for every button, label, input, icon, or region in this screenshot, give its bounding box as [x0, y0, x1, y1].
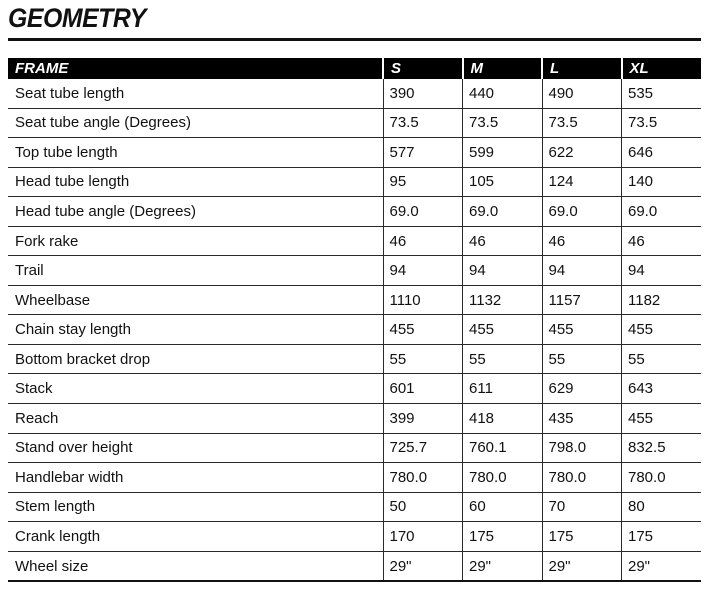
table-cell: 601: [383, 374, 463, 404]
column-header-frame: FRAME: [8, 58, 383, 79]
table-row: [8, 433, 701, 463]
row-label: Seat tube angle (Degrees): [8, 108, 383, 138]
column-header-size: M: [463, 58, 543, 79]
row-label: Bottom bracket drop: [8, 344, 383, 374]
table-cell: 140: [622, 167, 702, 197]
table-cell: 622: [542, 138, 622, 168]
table-row: [8, 404, 701, 434]
table-cell: 55: [463, 344, 543, 374]
table-cell: 50: [383, 492, 463, 522]
table-row: [8, 551, 701, 581]
table-cell: 780.0: [542, 463, 622, 493]
table-cell: 80: [622, 492, 702, 522]
table-cell: 70: [542, 492, 622, 522]
row-label: Fork rake: [8, 226, 383, 256]
table-cell: 780.0: [622, 463, 702, 493]
table-cell: 55: [622, 344, 702, 374]
table-cell: 29": [622, 551, 702, 581]
table-cell: 46: [542, 226, 622, 256]
table-cell: 643: [622, 374, 702, 404]
column-header-size: XL: [622, 58, 702, 79]
table-row: [8, 79, 701, 108]
row-label: Seat tube length: [8, 79, 383, 108]
table-cell: 798.0: [542, 433, 622, 463]
table-row: [8, 522, 701, 552]
column-header-size: S: [383, 58, 463, 79]
table-cell: 760.1: [463, 433, 543, 463]
table-cell: 390: [383, 79, 463, 108]
table-cell: 611: [463, 374, 543, 404]
table-cell: 780.0: [463, 463, 543, 493]
table-cell: 94: [383, 256, 463, 286]
title-divider: [8, 38, 701, 41]
table-cell: 94: [463, 256, 543, 286]
row-label: Wheel size: [8, 551, 383, 581]
table-cell: 60: [463, 492, 543, 522]
table-cell: 69.0: [542, 197, 622, 227]
table-cell: 1110: [383, 285, 463, 315]
table-cell: 69.0: [622, 197, 702, 227]
table-cell: 94: [542, 256, 622, 286]
table-cell: 455: [622, 315, 702, 345]
row-label: Wheelbase: [8, 285, 383, 315]
row-label: Head tube length: [8, 167, 383, 197]
row-label: Stack: [8, 374, 383, 404]
table-cell: 73.5: [542, 108, 622, 138]
table-row: [8, 344, 701, 374]
table-cell: 46: [622, 226, 702, 256]
table-row: [8, 256, 701, 286]
table-cell: 29": [383, 551, 463, 581]
table-cell: 725.7: [383, 433, 463, 463]
table-cell: 1132: [463, 285, 543, 315]
table-row: [8, 226, 701, 256]
table-cell: 170: [383, 522, 463, 552]
table-row: [8, 285, 701, 315]
table-body: [8, 79, 701, 581]
row-label: Handlebar width: [8, 463, 383, 493]
table-cell: 175: [463, 522, 543, 552]
table-cell: 94: [622, 256, 702, 286]
table-cell: 435: [542, 404, 622, 434]
table-cell: 124: [542, 167, 622, 197]
page-title: GEOMETRY: [8, 3, 147, 33]
table-cell: 832.5: [622, 433, 702, 463]
table-cell: 440: [463, 79, 543, 108]
table-cell: 629: [542, 374, 622, 404]
table-cell: 399: [383, 404, 463, 434]
table-cell: 577: [383, 138, 463, 168]
table-cell: 95: [383, 167, 463, 197]
table-row: [8, 108, 701, 138]
table-cell: 55: [383, 344, 463, 374]
table-cell: 599: [463, 138, 543, 168]
table-cell: 455: [622, 404, 702, 434]
table-row: [8, 138, 701, 168]
table-cell: 46: [463, 226, 543, 256]
table-row: [8, 492, 701, 522]
table-cell: 1157: [542, 285, 622, 315]
row-label: Stem length: [8, 492, 383, 522]
table-cell: 646: [622, 138, 702, 168]
table-cell: 455: [463, 315, 543, 345]
table-cell: 1182: [622, 285, 702, 315]
table-cell: 69.0: [383, 197, 463, 227]
table-cell: 29": [463, 551, 543, 581]
table-cell: 535: [622, 79, 702, 108]
column-header-size: L: [542, 58, 622, 79]
table-cell: 73.5: [463, 108, 543, 138]
table-row: [8, 463, 701, 493]
table-cell: 490: [542, 79, 622, 108]
table-cell: 105: [463, 167, 543, 197]
table-row: [8, 315, 701, 345]
row-label: Top tube length: [8, 138, 383, 168]
row-label: Chain stay length: [8, 315, 383, 345]
table-cell: 175: [542, 522, 622, 552]
table-cell: 55: [542, 344, 622, 374]
table-row: [8, 374, 701, 404]
table-cell: 175: [622, 522, 702, 552]
row-label: Trail: [8, 256, 383, 286]
geometry-table: [8, 58, 701, 582]
table-row: [8, 167, 701, 197]
table-row: [8, 197, 701, 227]
table-cell: 418: [463, 404, 543, 434]
table-header-row: [8, 58, 701, 79]
table-cell: 73.5: [622, 108, 702, 138]
row-label: Stand over height: [8, 433, 383, 463]
table-cell: 73.5: [383, 108, 463, 138]
table-cell: 780.0: [383, 463, 463, 493]
row-label: Reach: [8, 404, 383, 434]
row-label: Head tube angle (Degrees): [8, 197, 383, 227]
table-cell: 29": [542, 551, 622, 581]
table-cell: 46: [383, 226, 463, 256]
table-cell: 455: [383, 315, 463, 345]
table-cell: 69.0: [463, 197, 543, 227]
row-label: Crank length: [8, 522, 383, 552]
table-cell: 455: [542, 315, 622, 345]
